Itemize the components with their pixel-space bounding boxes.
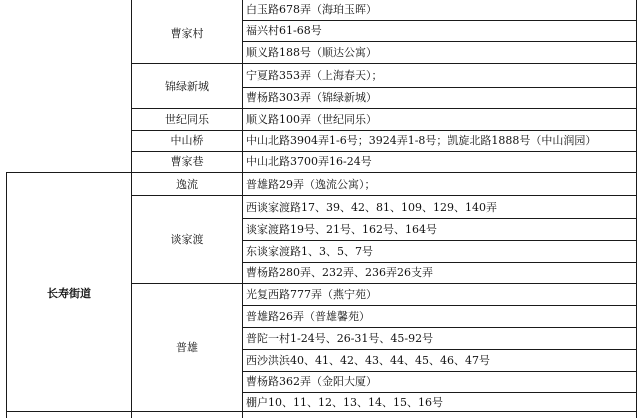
table-border-left [6,172,7,418]
community-name: 世纪同乐 [165,113,209,126]
row-border [242,20,637,21]
row-border [242,392,637,393]
row-border [242,305,637,306]
table-border-bottom [6,411,637,412]
address-cell: 宁夏路353弄（上海春天）； [246,69,383,82]
community-name: 中山桥 [170,134,204,147]
address-cell: 顺义路100弄（世纪同乐） [246,113,377,126]
address-cell: 顺义路188号（顺达公寓） [246,46,377,59]
address-cell: 普雄路29弄（逸流公寓）； [246,178,376,191]
row-border [242,327,637,328]
address-cell: 曹杨路303弄（锦绿新城） [246,91,377,104]
row-border [242,87,637,88]
community-name: 锦绿新城 [165,80,209,93]
address-cell: 福兴村61-68号 [246,24,322,37]
address-cell: 东谈家渡路1、3、5、7号 [246,245,373,258]
group-border [131,151,637,152]
street-border [6,172,637,173]
address-cell: 曹杨路280弄、232弄、236弄26支弄 [246,266,433,279]
group-border [131,108,637,109]
address-cell: 谈家渡路19号、21号、162号、164号 [246,223,437,236]
address-cell: 中山北路3700弄16-24号 [246,155,372,168]
address-cell: 西谈家渡路17、39、42、81、109、129、140弄 [246,201,497,214]
community-name: 曹家巷 [170,155,204,168]
group-border [131,63,637,64]
group-border [131,130,637,131]
community-name: 逸流 [176,178,198,191]
address-cell: 光复西路777弄（燕宁苑） [246,288,377,301]
address-cell: 普陀一村1-24号、26-31号、45-92号 [246,332,434,345]
row-border [242,371,637,372]
row-border [242,218,637,219]
address-cell: 西沙洪浜40、41、42、43、44、45、46、47号 [246,354,490,367]
group-border [131,283,637,284]
address-cell: 中山北路3904弄1-6号；3924弄1-8号；凯旋北路1888号（中山润园） [246,134,597,147]
address-cell: 白玉路678弄（海珀玉晖） [246,3,377,16]
community-name: 曹家村 [170,27,204,40]
community-name: 普雄 [176,341,198,354]
address-cell: 曹杨路362弄（金阳大厦） [246,375,377,388]
row-border [242,262,637,263]
address-cell: 棚户10、11、12、13、14、15、16号 [246,396,443,409]
group-border [131,195,637,196]
row-border [242,240,637,241]
street-name: 长寿街道 [47,287,91,300]
row-border [242,41,637,42]
row-border [242,349,637,350]
address-cell: 普雄路26弄（普雄馨苑） [246,310,370,323]
community-name: 谈家渡 [170,233,204,246]
